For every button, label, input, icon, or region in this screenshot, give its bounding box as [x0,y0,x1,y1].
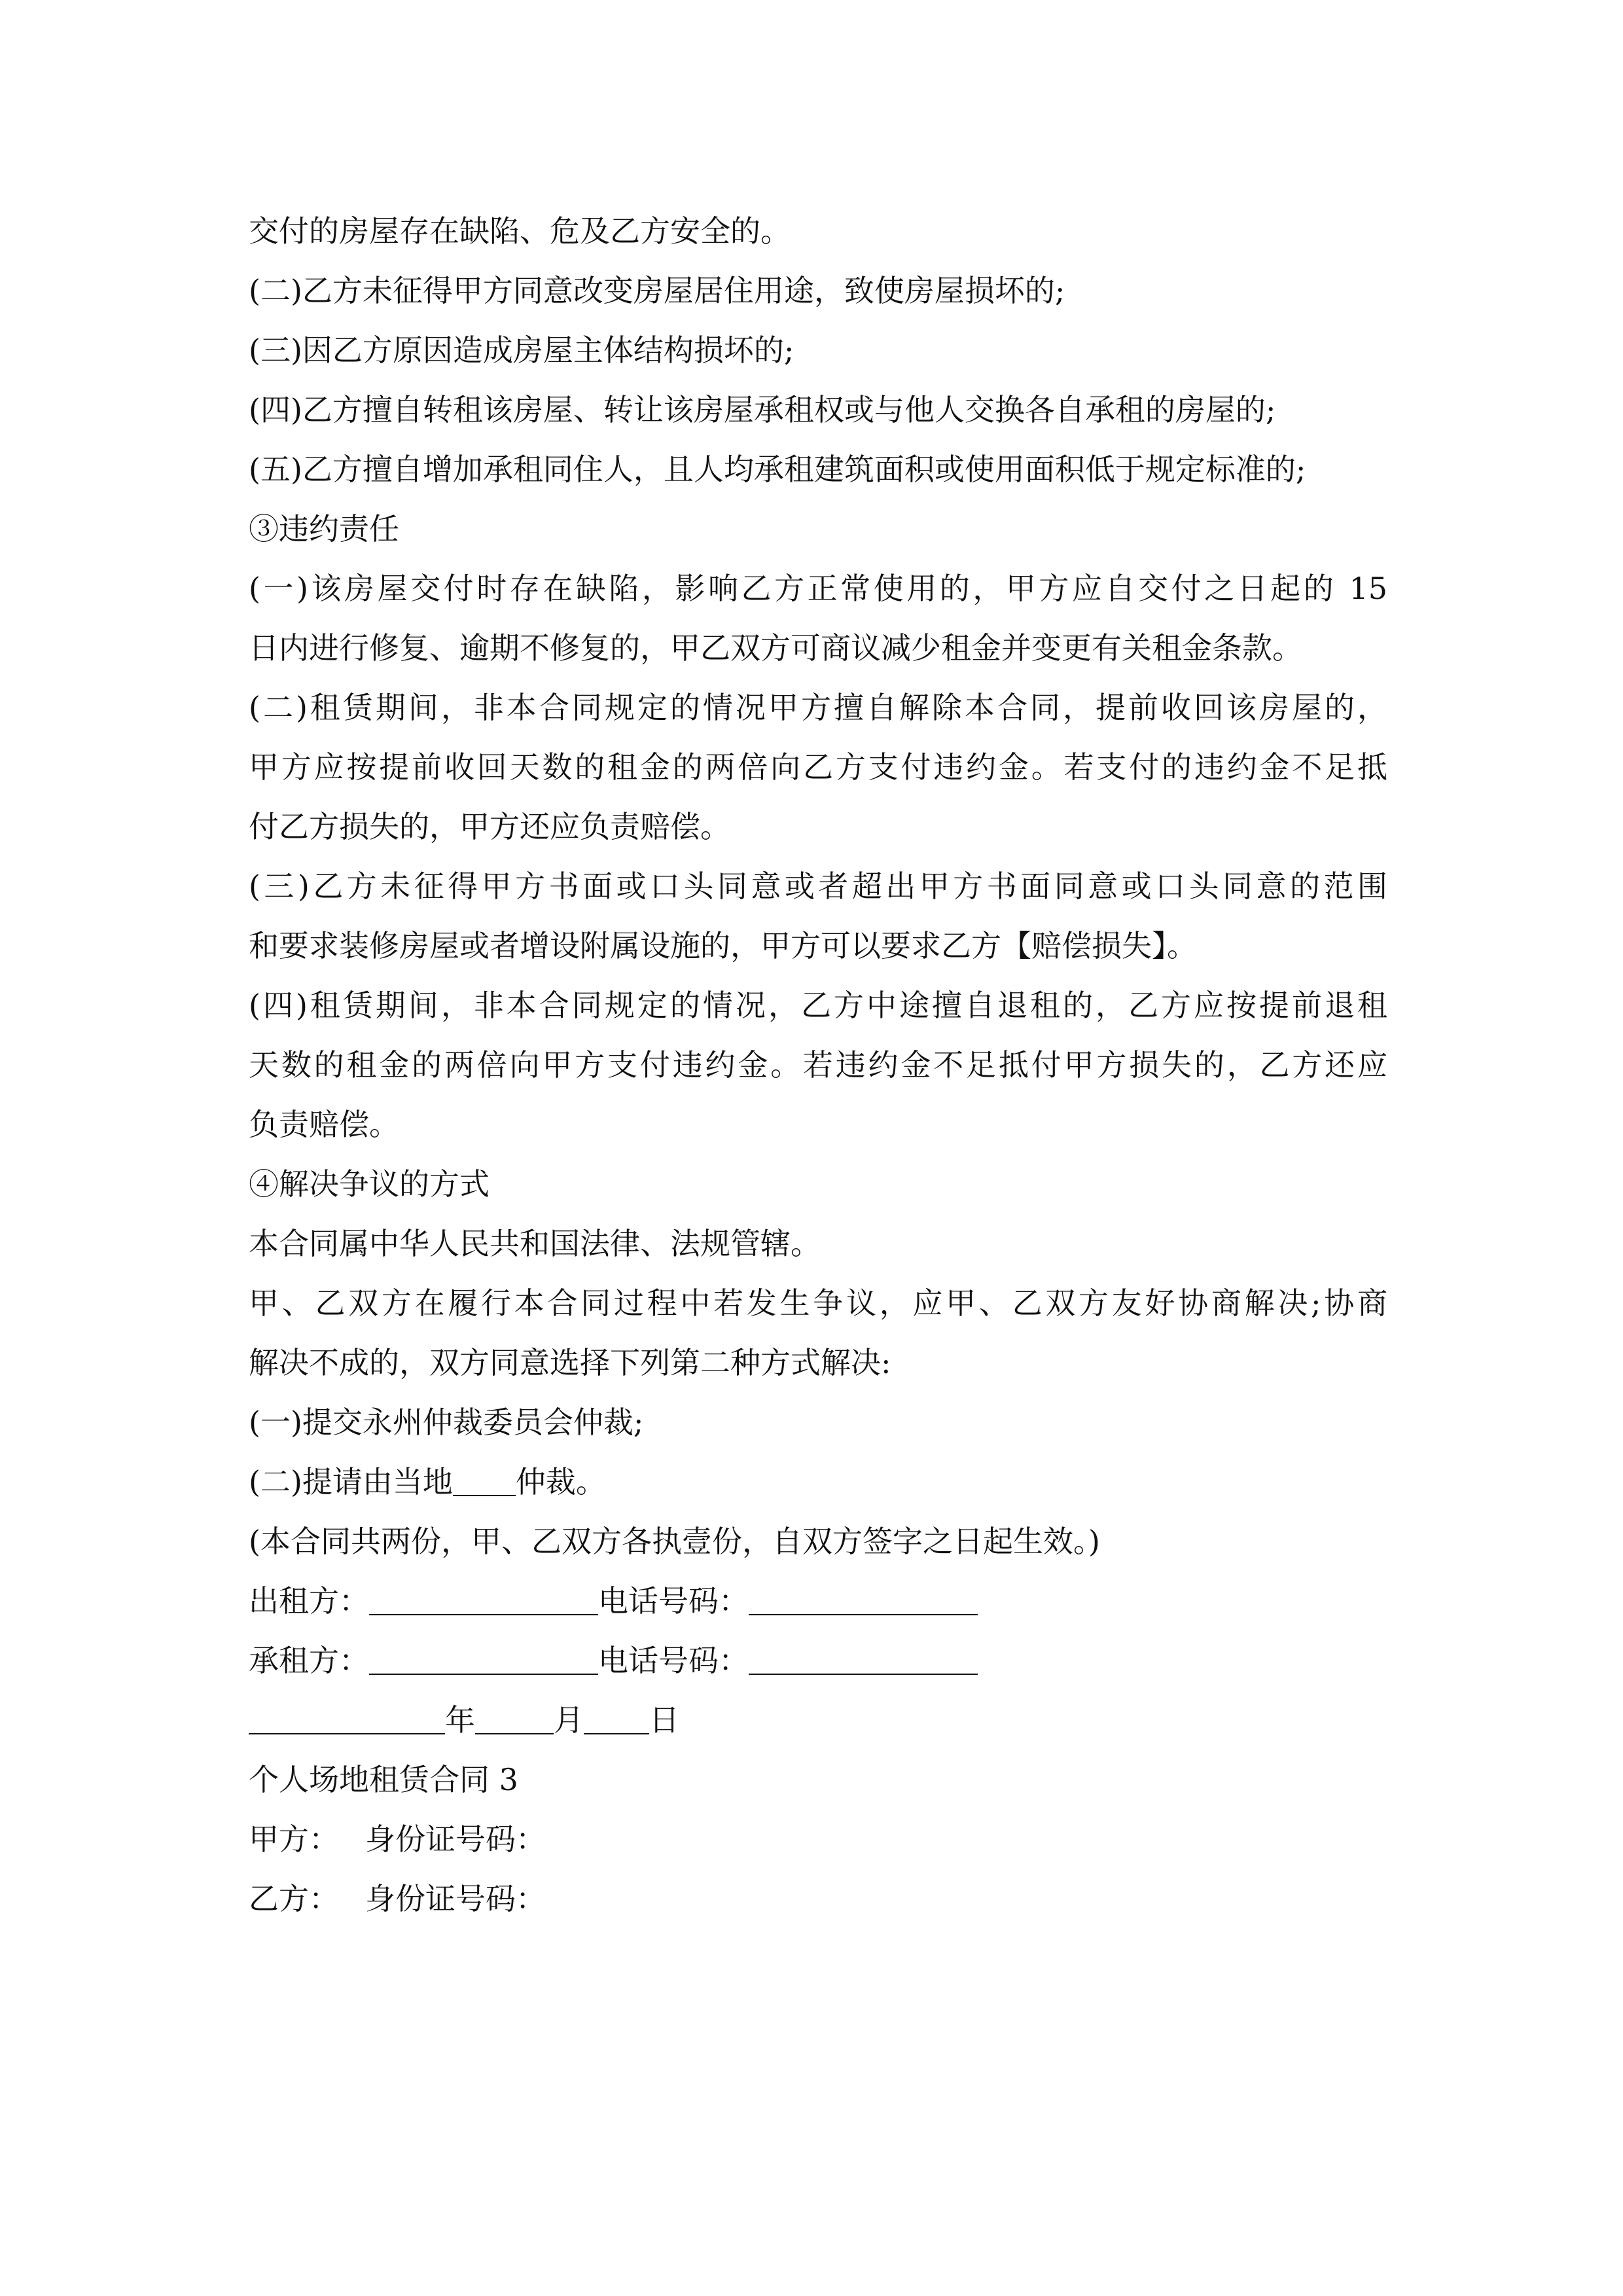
lessor-label: 出租方： [249,1583,369,1619]
month-label: 月 [554,1702,584,1738]
lessor-phone-blank [749,1584,978,1615]
local-arbitration-line [249,1452,1387,1512]
party-a-label: 甲方： [249,1821,339,1857]
lessee-signature-line [249,1631,1387,1691]
text-line: 本合同属中华人民共和国法律、法规管辖。 [249,1226,821,1261]
section-heading-breach: ③违约责任 [249,511,399,547]
local-arbitration-blank [453,1465,516,1496]
text-line: (三)乙方未征得甲方书面或口头同意或者超出甲方书面同意或口头同意的范围 [249,869,1387,904]
local-arbitration-prefix: (二)提请由当地 [249,1464,453,1499]
text-line: (三)因乙方原因造成房屋主体结构损坏的; [249,332,794,368]
text-line: 负责赔偿。 [249,1107,399,1142]
party-b-line [249,1869,1387,1929]
lessor-name-blank [369,1584,598,1615]
text-line: 甲、乙双方在履行本合同过程中若发生争议，应甲、乙双方友好协商解决;协商 [249,1285,1387,1321]
year-blank [249,1703,445,1734]
party-b-label: 乙方： [249,1881,339,1916]
lessee-label: 承租方： [249,1643,369,1678]
month-blank [475,1703,554,1734]
text-line: 甲方应按提前收回天数的租金的两倍向乙方支付违约金。若支付的违约金不足抵 [249,749,1387,785]
text-line: (四)租赁期间，非本合同规定的情况，乙方中途擅自退租的，乙方应按提前退租 [249,988,1387,1023]
text-line: (一)该房屋交付时存在缺陷，影响乙方正常使用的，甲方应自交付之日起的 15 [249,571,1387,606]
text-line: 付乙方损失的，甲方还应负责赔偿。 [249,809,730,844]
year-label: 年 [445,1702,475,1738]
text-line: (二)乙方未征得甲方同意改变房屋居住用途，致使房屋损坏的; [249,273,1065,308]
day-label: 日 [649,1702,679,1738]
party-a-id-label: 身份证号码： [365,1821,546,1857]
text-line: 天数的租金的两倍向甲方支付违约金。若违约金不足抵付甲方损失的，乙方还应 [249,1047,1387,1083]
local-arbitration-suffix: 仲裁。 [515,1464,606,1499]
lessor-phone-label: 电话号码： [598,1583,749,1619]
text-line: (一)提交永州仲裁委员会仲裁; [249,1405,644,1440]
text-line: (四)乙方擅自转租该房屋、转让该房屋承租权或与他人交换各自承租的房屋的; [249,392,1276,427]
text-line: 交付的房屋存在缺陷、危及乙方安全的。 [249,213,791,249]
party-a-line [249,1810,1387,1869]
day-blank [584,1703,649,1734]
next-contract-title: 个人场地租赁合同 3 [249,1762,518,1797]
lessor-signature-line [249,1571,1387,1631]
date-line [249,1691,1387,1750]
text-line: (二)租赁期间，非本合同规定的情况甲方擅自解除本合同，提前收回该房屋的， [249,690,1387,725]
party-b-id-label: 身份证号码： [365,1881,546,1916]
text-line: 解决不成的，双方同意选择下列第二种方式解决: [249,1345,891,1380]
copies-note: (本合同共两份，甲、乙双方各执壹份，自双方签字之日起生效。) [249,1524,1100,1559]
text-line: 和要求装修房屋或者增设附属设施的，甲方可以要求乙方【赔偿损失】。 [249,928,1197,963]
lessee-name-blank [369,1643,598,1675]
text-line: (五)乙方擅自增加承租同住人，且人均承租建筑面积或使用面积低于规定标准的; [249,452,1306,487]
section-heading-dispute: ④解决争议的方式 [249,1166,490,1202]
text-line: 日内进行修复、逾期不修复的，甲乙双方可商议减少租金并变更有关租金条款。 [249,630,1302,666]
lessee-phone-blank [749,1643,978,1675]
contract-body [249,202,1387,1929]
lessee-phone-label: 电话号码： [598,1643,749,1678]
